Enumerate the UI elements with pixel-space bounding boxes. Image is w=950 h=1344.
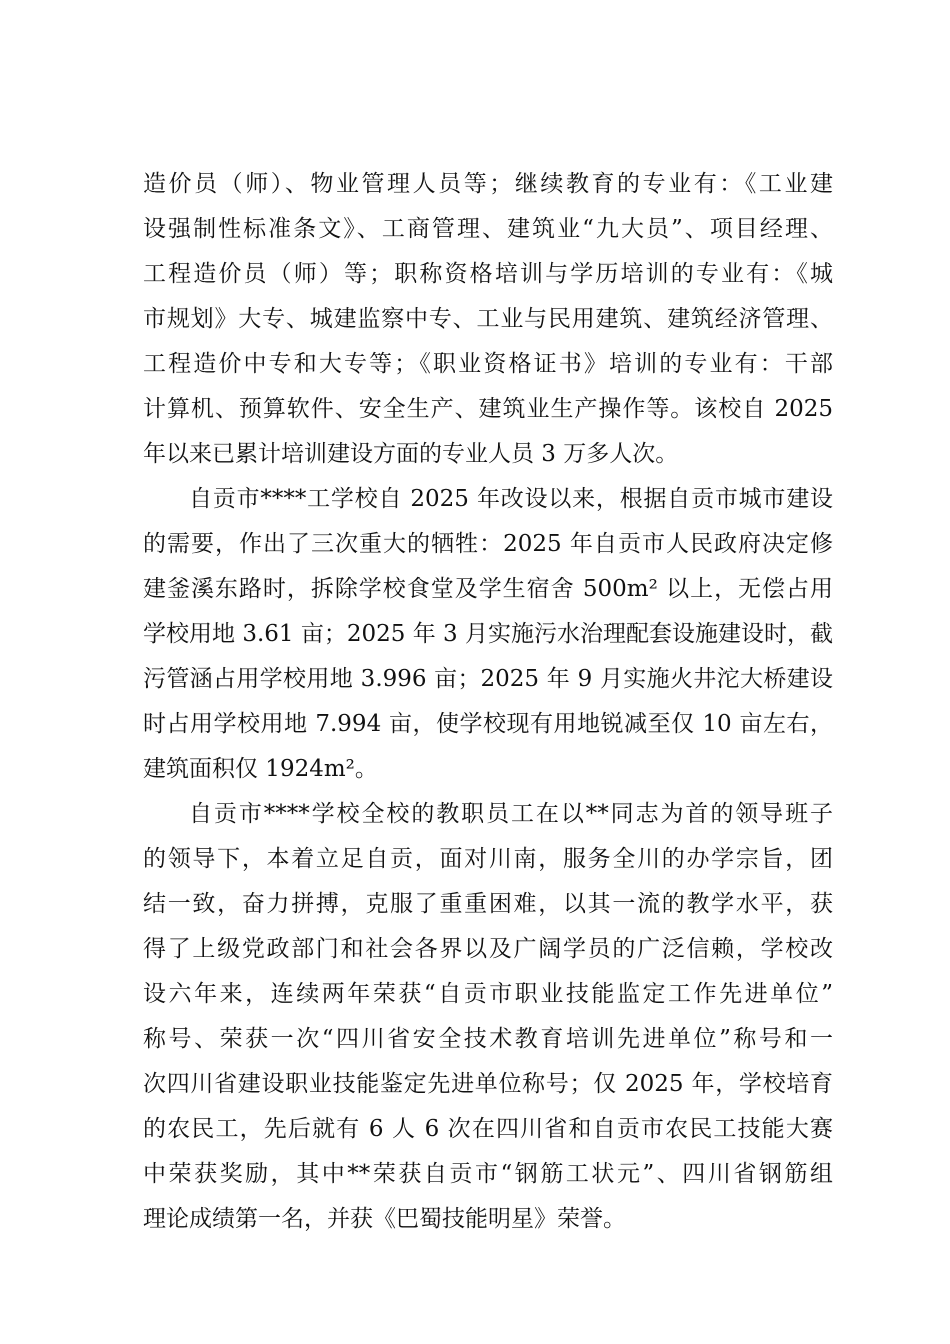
text-line: 造价员（师）、物业管理人员等；继续教育的专业有：《工业建 <box>143 171 833 197</box>
text-line: 自贡市****学校全校的教职员工在以**同志为首的领导班子 <box>189 801 833 827</box>
paragraph-3 <box>143 792 833 1242</box>
text-line: 市规划》大专、城建监察中专、工业与民用建筑、建筑经济管理、 <box>143 306 833 332</box>
paragraph-2 <box>143 477 833 792</box>
text-line: 设六年来，连续两年荣获“自贡市职业技能监定工作先进单位” <box>143 981 833 1007</box>
text-line: 理论成绩第一名，并获《巴蜀技能明星》荣誉。 <box>143 1206 626 1232</box>
text-line: 时占用学校用地 7.994 亩，使学校现有用地锐减至仅 10 亩左右， <box>143 711 833 737</box>
text-line: 结一致，奋力拼搏，克服了重重困难，以其一流的教学水平，获 <box>143 891 833 917</box>
text-line: 设强制性标准条文》、工商管理、建筑业“九大员”、项目经理、 <box>143 216 833 242</box>
text-line: 次四川省建设职业技能鉴定先进单位称号；仅 2025 年，学校培育 <box>143 1071 833 1097</box>
text-line: 的农民工，先后就有 6 人 6 次在四川省和自贡市农民工技能大赛 <box>143 1116 833 1142</box>
text-line: 污管涵占用学校用地 3.996 亩；2025 年 9 月实施火井沱大桥建设 <box>143 666 833 692</box>
text-line: 年以来已累计培训建设方面的专业人员 3 万多人次。 <box>143 441 679 467</box>
document-body <box>143 162 833 1242</box>
text-line: 得了上级党政部门和社会各界以及广阔学员的广泛信赖，学校改 <box>143 936 833 962</box>
text-line: 的领导下，本着立足自贡，面对川南，服务全川的办学宗旨，团 <box>143 846 833 872</box>
text-line: 中荣获奖励，其中**荣获自贡市“钢筋工状元”、四川省钢筋组 <box>143 1161 833 1187</box>
text-line: 建筑面积仅 1924m²。 <box>143 756 378 782</box>
text-line: 工程造价员（师）等；职称资格培训与学历培训的专业有：《城 <box>143 261 833 287</box>
paragraph-1 <box>143 162 833 477</box>
text-line: 的需要，作出了三次重大的牺牲：2025 年自贡市人民政府决定修 <box>143 531 833 557</box>
text-line: 建釜溪东路时，拆除学校食堂及学生宿舍 500m² 以上，无偿占用 <box>143 576 833 602</box>
text-line: 工程造价中专和大专等；《职业资格证书》培训的专业有：干部 <box>143 351 833 377</box>
text-line: 称号、荣获一次“四川省安全技术教育培训先进单位”称号和一 <box>143 1026 833 1052</box>
text-line: 计算机、预算软件、安全生产、建筑业生产操作等。该校自 2025 <box>143 396 833 422</box>
text-line: 自贡市****工学校自 2025 年改设以来，根据自贡市城市建设 <box>189 486 833 512</box>
text-line: 学校用地 3.61 亩；2025 年 3 月实施污水治理配套设施建设时，截 <box>143 621 833 647</box>
